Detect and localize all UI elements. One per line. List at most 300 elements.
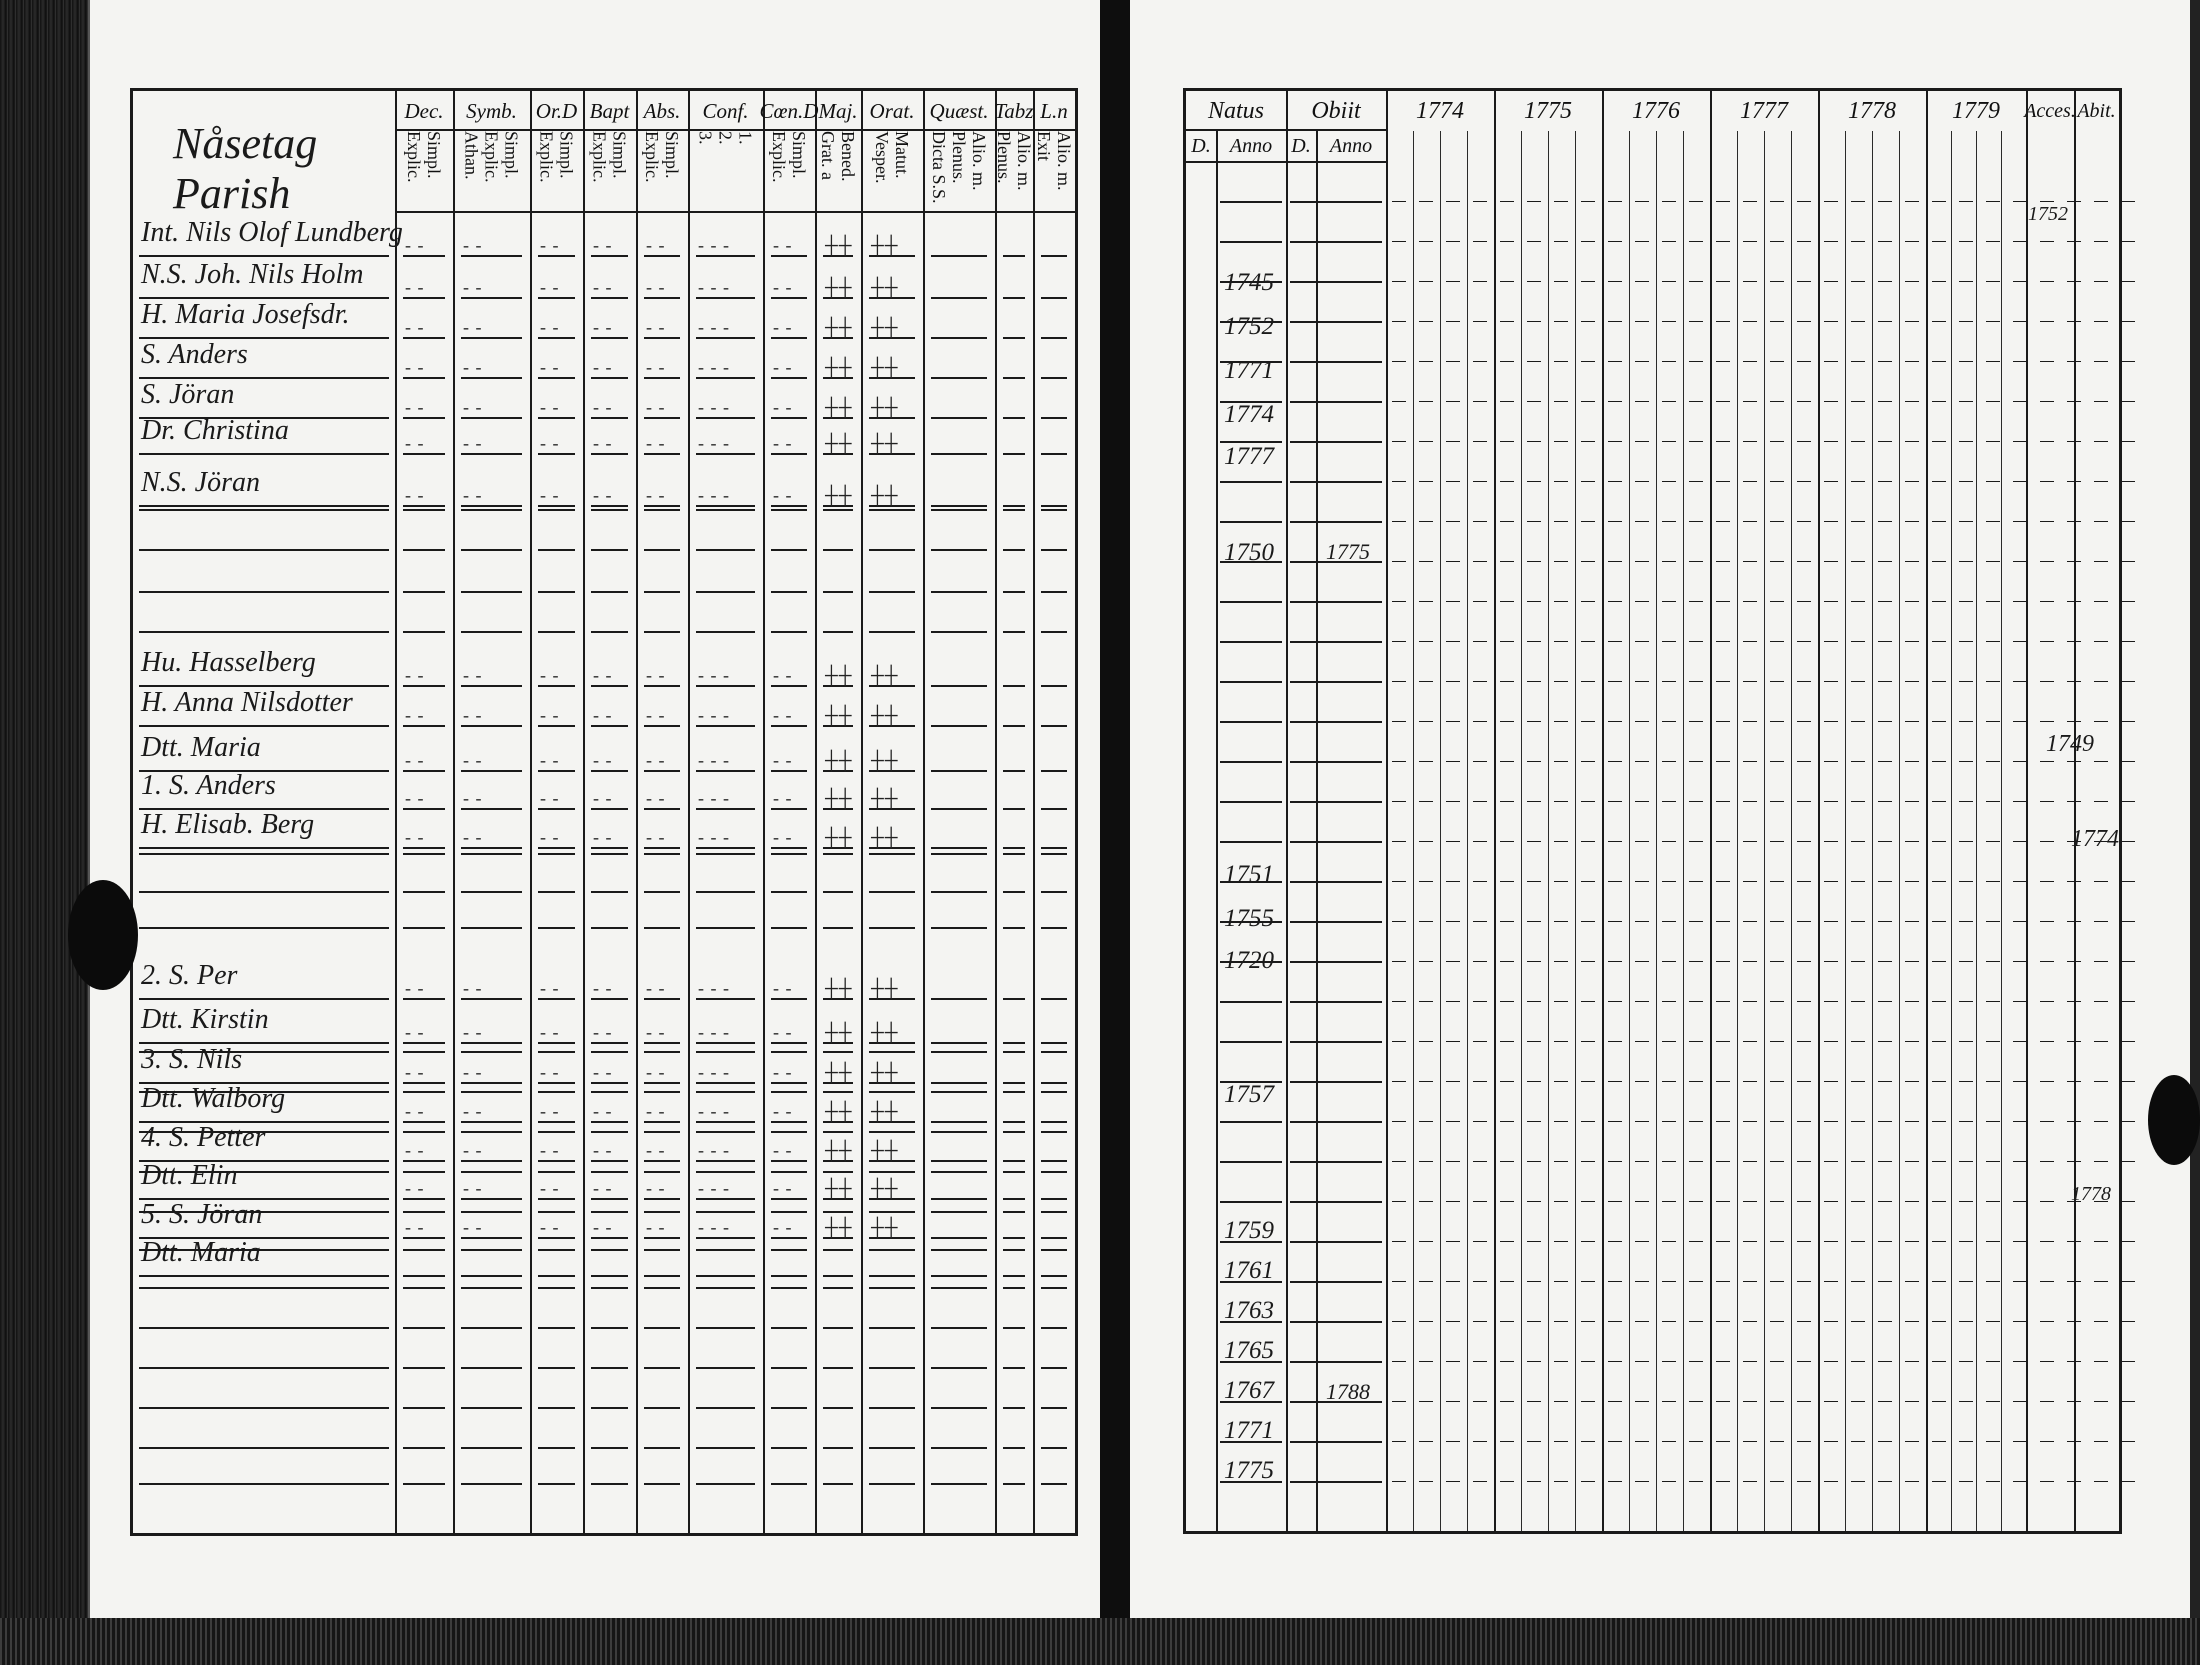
- row-dash: [2013, 921, 2027, 922]
- row-rule: [1220, 1201, 1282, 1203]
- quarter-divider: [2001, 131, 2002, 1531]
- knowledge-mark: ‐ ‐: [540, 705, 560, 725]
- row-dash: [1986, 921, 2000, 922]
- row-dash: [2094, 401, 2108, 402]
- column-subheader: Simpl.: [424, 131, 444, 179]
- blank-row-rule: [869, 1367, 915, 1369]
- row-dash: [1932, 681, 1946, 682]
- row-dash: [1608, 241, 1622, 242]
- quarter-divider: [1629, 131, 1630, 1531]
- row-dash: [1635, 521, 1649, 522]
- row-dash: [1446, 841, 1460, 842]
- knowledge-mark: ‐ ‐: [463, 1062, 483, 1082]
- row-dash: [1527, 321, 1541, 322]
- row-dash: [1473, 641, 1487, 642]
- row-dash: [1662, 401, 1676, 402]
- row-dash: [1608, 1081, 1622, 1082]
- row-dash: [2094, 201, 2108, 202]
- cell-rule: [1003, 685, 1025, 687]
- row-dash: [2094, 1081, 2108, 1082]
- row-dash: [1905, 481, 1919, 482]
- row-dash: [1797, 321, 1811, 322]
- row-dash: [2013, 681, 2027, 682]
- knowledge-mark: ‐ ‐: [646, 788, 666, 808]
- row-dash: [1986, 601, 2000, 602]
- row-dash: [1743, 1041, 1757, 1042]
- row-dash: [2040, 1041, 2054, 1042]
- cell-rule: [1041, 417, 1067, 419]
- row-dash: [1554, 1161, 1568, 1162]
- row-dash: [1608, 401, 1622, 402]
- row-dash: [1473, 721, 1487, 722]
- parishioner-name: Dtt. Elin: [141, 1160, 238, 1191]
- knowledge-mark: ‐ ‐: [463, 433, 483, 453]
- row-dash: [1797, 841, 1811, 842]
- knowledge-mark: ‐ ‐ ‐: [698, 235, 730, 255]
- row-dash: [1716, 1481, 1730, 1482]
- knowledge-mark: ‐ ‐: [405, 397, 425, 417]
- row-dash: [2121, 761, 2135, 762]
- row-dash: [1797, 721, 1811, 722]
- row-dash: [1419, 601, 1433, 602]
- row-dash: [1446, 681, 1460, 682]
- knowledge-mark: ┼┼: [871, 277, 899, 297]
- blank-row-rule: [139, 1211, 389, 1213]
- blank-row-rule: [461, 927, 522, 929]
- column-subheaders: [861, 131, 923, 213]
- blank-row-rule: [461, 1367, 522, 1369]
- row-dash: [1392, 321, 1406, 322]
- blank-row-rule: [869, 1211, 915, 1213]
- row-dash: [1581, 201, 1595, 202]
- row-dash: [1959, 801, 1973, 802]
- blank-row-rule: [461, 853, 522, 855]
- row-dash: [2094, 1161, 2108, 1162]
- row-dash: [1689, 921, 1703, 922]
- birth-year: 1755: [1224, 905, 1274, 932]
- row-dash: [1905, 241, 1919, 242]
- row-dash: [1473, 1041, 1487, 1042]
- row-rule: [1322, 921, 1382, 923]
- knowledge-mark: ‐ ‐ ‐: [698, 277, 730, 297]
- column-subheader: Alio. m.: [969, 131, 989, 191]
- column-subheaders: [583, 131, 636, 213]
- row-rule: [1220, 1241, 1282, 1243]
- parishioner-name: N.S. Joh. Nils Holm: [141, 259, 364, 290]
- row-dash: [1446, 721, 1460, 722]
- row-dash: [1905, 1321, 1919, 1322]
- row-dash: [1392, 601, 1406, 602]
- row-dash: [1878, 601, 1892, 602]
- blank-row-rule: [591, 1131, 628, 1133]
- row-dash: [2040, 1361, 2054, 1362]
- birth-year: 1774: [1224, 401, 1274, 428]
- row-dash: [1581, 961, 1595, 962]
- row-rule: [1322, 401, 1382, 403]
- row-dash: [1662, 641, 1676, 642]
- knowledge-mark: ‐ ‐: [773, 750, 793, 770]
- row-dash: [1878, 761, 1892, 762]
- header-rule: [1186, 129, 1386, 131]
- row-dash: [1473, 201, 1487, 202]
- knowledge-mark: ‐ ‐: [646, 485, 666, 505]
- row-rule: [1220, 1481, 1282, 1483]
- row-dash: [1716, 841, 1730, 842]
- row-dash: [1743, 881, 1757, 882]
- row-dash: [1473, 281, 1487, 282]
- row-dash: [1608, 1121, 1622, 1122]
- row-rule: [1220, 761, 1282, 763]
- row-dash: [1959, 401, 1973, 402]
- row-dash: [1797, 441, 1811, 442]
- parishioner-name: 5. S. Jöran: [141, 1199, 263, 1230]
- cell-rule: [931, 297, 987, 299]
- parishioner-name: Dtt. Walborg: [141, 1083, 286, 1114]
- knowledge-mark: ┼┼: [871, 433, 899, 453]
- row-dash: [1662, 681, 1676, 682]
- row-dash: [1716, 441, 1730, 442]
- row-dash: [1878, 1441, 1892, 1442]
- row-dash: [1824, 601, 1838, 602]
- blank-row-rule: [139, 1287, 389, 1289]
- row-dash: [1581, 1361, 1595, 1362]
- blank-row-rule: [591, 1287, 628, 1289]
- blank-row-rule: [869, 1131, 915, 1133]
- row-dash: [1932, 561, 1946, 562]
- knowledge-mark: ‐ ‐: [593, 1062, 613, 1082]
- row-rule: [1322, 1361, 1382, 1363]
- column-subheader: Alio. m.: [1054, 131, 1074, 191]
- row-dash: [2121, 441, 2135, 442]
- row-dash: [1824, 921, 1838, 922]
- row-dash: [1797, 1241, 1811, 1242]
- cell-rule: [1003, 417, 1025, 419]
- cell-rule: [1041, 297, 1067, 299]
- row-dash: [1446, 801, 1460, 802]
- row-dash: [1770, 1321, 1784, 1322]
- row-dash: [2013, 321, 2027, 322]
- cell-rule: [1003, 337, 1025, 339]
- knowledge-mark: ┼┼: [871, 750, 899, 770]
- row-dash: [1392, 721, 1406, 722]
- blank-row-rule: [931, 891, 987, 893]
- row-dash: [1851, 801, 1865, 802]
- row-dash: [1554, 561, 1568, 562]
- row-dash: [1581, 641, 1595, 642]
- row-dash: [1716, 1121, 1730, 1122]
- knowledge-mark: ‐ ‐: [593, 788, 613, 808]
- row-dash: [2067, 1321, 2081, 1322]
- column-subheader: 2.: [715, 131, 736, 145]
- blank-row-rule: [644, 1407, 680, 1409]
- knowledge-mark: ‐ ‐: [773, 827, 793, 847]
- abiit-year: 1774: [2071, 826, 2119, 852]
- row-dash: [1419, 1441, 1433, 1442]
- row-dash: [2040, 721, 2054, 722]
- knowledge-mark: ‐ ‐: [463, 978, 483, 998]
- blank-row-rule: [823, 1091, 853, 1093]
- row-dash: [1878, 321, 1892, 322]
- row-dash: [1392, 1041, 1406, 1042]
- row-dash: [1500, 561, 1514, 562]
- blank-row-rule: [771, 1091, 807, 1093]
- row-dash: [1473, 481, 1487, 482]
- row-dash: [1986, 1281, 2000, 1282]
- row-dash: [2040, 1281, 2054, 1282]
- row-dash: [1905, 961, 1919, 962]
- row-dash: [1932, 1321, 1946, 1322]
- row-dash: [1743, 1361, 1757, 1362]
- row-dash: [1581, 1201, 1595, 1202]
- column-header: Conf.: [702, 98, 749, 123]
- row-dash: [2121, 1281, 2135, 1282]
- row-dash: [1635, 801, 1649, 802]
- row-dash: [1878, 481, 1892, 482]
- row-dash: [1500, 361, 1514, 362]
- row-dash: [1527, 641, 1541, 642]
- row-dash: [2040, 1401, 2054, 1402]
- blank-row-rule: [869, 1051, 915, 1053]
- row-dash: [1554, 681, 1568, 682]
- row-dash: [1527, 1241, 1541, 1242]
- row-dash: [1689, 201, 1703, 202]
- row-dash: [1500, 1321, 1514, 1322]
- knowledge-mark: ┼┼: [871, 1062, 899, 1082]
- row-dash: [2121, 601, 2135, 602]
- cell-rule: [823, 1275, 853, 1277]
- row-dash: [1905, 441, 1919, 442]
- row-dash: [1419, 1001, 1433, 1002]
- row-dash: [1689, 241, 1703, 242]
- knowledge-mark: ┼┼: [825, 1140, 853, 1160]
- row-dash: [1446, 441, 1460, 442]
- row-dash: [1986, 761, 2000, 762]
- blank-row-rule: [869, 927, 915, 929]
- blank-row-rule: [931, 549, 987, 551]
- row-dash: [1419, 561, 1433, 562]
- knowledge-mark: ┼┼: [825, 705, 853, 725]
- row-dash: [1554, 961, 1568, 962]
- blank-row-rule: [823, 1483, 853, 1485]
- row-dash: [1635, 1121, 1649, 1122]
- quarter-divider: [1683, 131, 1684, 1531]
- row-dash: [1527, 561, 1541, 562]
- blank-row-rule: [696, 1051, 755, 1053]
- row-dash: [1797, 201, 1811, 202]
- column-header: Tabz: [994, 98, 1034, 123]
- row-dash: [1959, 961, 1973, 962]
- row-dash: [1959, 441, 1973, 442]
- row-dash: [2013, 201, 2027, 202]
- blank-row-rule: [538, 1171, 575, 1173]
- row-dash: [1878, 1081, 1892, 1082]
- row-dash: [2121, 881, 2135, 882]
- row-rule: [1220, 521, 1282, 523]
- row-dash: [1419, 201, 1433, 202]
- row-dash: [2121, 1001, 2135, 1002]
- blank-row-rule: [644, 1327, 680, 1329]
- cell-rule: [1041, 1237, 1067, 1239]
- row-dash: [1473, 1161, 1487, 1162]
- row-dash: [2013, 961, 2027, 962]
- row-dash: [1797, 1081, 1811, 1082]
- row-rule: [1220, 1281, 1282, 1283]
- blank-row-rule: [139, 549, 389, 551]
- cell-rule: [931, 1198, 987, 1200]
- row-dash: [2094, 361, 2108, 362]
- blank-row-rule: [644, 1483, 680, 1485]
- row-dash: [1959, 361, 1973, 362]
- column-header: Abs.: [643, 98, 681, 123]
- blank-row-rule: [591, 1483, 628, 1485]
- page-gutter: [1100, 0, 1130, 1665]
- knowledge-mark: ‐ ‐: [773, 1101, 793, 1121]
- row-dash: [1500, 681, 1514, 682]
- row-dash: [2067, 761, 2081, 762]
- blank-row-rule: [591, 591, 628, 593]
- column-subheader: Bened.: [838, 131, 858, 182]
- blank-row-rule: [931, 591, 987, 593]
- row-dash: [1392, 441, 1406, 442]
- row-rule: [1220, 481, 1282, 483]
- column-divider: [995, 91, 997, 1533]
- row-dash: [1716, 1321, 1730, 1322]
- row-dash: [1608, 921, 1622, 922]
- row-dash: [1500, 1041, 1514, 1042]
- row-dash: [1527, 201, 1541, 202]
- row-dash: [2013, 241, 2027, 242]
- row-dash: [1473, 801, 1487, 802]
- knowledge-mark: ‐ ‐: [540, 485, 560, 505]
- row-dash: [1905, 1281, 1919, 1282]
- knowledge-mark: ‐ ‐ ‐: [698, 1140, 730, 1160]
- row-rule: [1220, 1321, 1282, 1323]
- row-dash: [1608, 441, 1622, 442]
- row-dash: [1635, 961, 1649, 962]
- cell-rule: [696, 1275, 755, 1277]
- row-rule: [1220, 1001, 1282, 1003]
- row-dash: [1932, 1441, 1946, 1442]
- row-dash: [1500, 441, 1514, 442]
- column-header: Orat.: [869, 98, 915, 123]
- row-dash: [1500, 1201, 1514, 1202]
- knowledge-mark: ‐ ‐ ‐: [698, 788, 730, 808]
- row-dash: [1851, 761, 1865, 762]
- row-dash: [1878, 641, 1892, 642]
- knowledge-mark: ‐ ‐: [540, 1178, 560, 1198]
- row-dash: [1392, 1161, 1406, 1162]
- row-dash: [1500, 961, 1514, 962]
- row-dash: [1797, 1361, 1811, 1362]
- knowledge-mark: ‐ ‐ ‐: [698, 1062, 730, 1082]
- row-dash: [1581, 1441, 1595, 1442]
- row-dash: [1959, 1081, 1973, 1082]
- row-dash: [2094, 1121, 2108, 1122]
- row-dash: [1419, 961, 1433, 962]
- row-dash: [1905, 1481, 1919, 1482]
- blank-row-rule: [538, 591, 575, 593]
- row-dash: [1608, 1361, 1622, 1362]
- row-dash: [1716, 881, 1730, 882]
- row-dash: [2040, 1201, 2054, 1202]
- knowledge-mark: ‐ ‐: [405, 1022, 425, 1042]
- blank-row-rule: [461, 1287, 522, 1289]
- row-dash: [1419, 401, 1433, 402]
- blank-row-rule: [1041, 1091, 1067, 1093]
- year-header-1775: 1775: [1524, 97, 1572, 124]
- blank-row-rule: [644, 509, 680, 511]
- row-dash: [1662, 1041, 1676, 1042]
- blank-row-rule: [139, 1367, 389, 1369]
- blank-row-rule: [823, 631, 853, 633]
- row-dash: [1689, 1121, 1703, 1122]
- row-dash: [1959, 1441, 1973, 1442]
- row-dash: [1473, 1281, 1487, 1282]
- blank-row-rule: [696, 1091, 755, 1093]
- row-dash: [2067, 681, 2081, 682]
- cell-rule: [931, 1237, 987, 1239]
- row-dash: [1743, 1481, 1757, 1482]
- row-rule: [1220, 1401, 1282, 1403]
- row-dash: [1743, 841, 1757, 842]
- row-dash: [1851, 961, 1865, 962]
- row-dash: [1851, 1481, 1865, 1482]
- row-dash: [1635, 1281, 1649, 1282]
- row-dash: [1554, 1361, 1568, 1362]
- row-dash: [1878, 881, 1892, 882]
- knowledge-mark: ‐ ‐: [463, 397, 483, 417]
- row-dash: [1743, 1081, 1757, 1082]
- blank-row-rule: [538, 1287, 575, 1289]
- row-dash: [2121, 521, 2135, 522]
- row-dash: [2121, 641, 2135, 642]
- row-dash: [1635, 641, 1649, 642]
- cell-rule: [771, 1275, 807, 1277]
- row-dash: [1473, 241, 1487, 242]
- row-dash: [1851, 321, 1865, 322]
- row-dash: [1905, 1041, 1919, 1042]
- row-dash: [1662, 321, 1676, 322]
- knowledge-mark: ┼┼: [871, 1140, 899, 1160]
- row-dash: [1662, 1081, 1676, 1082]
- blank-row-rule: [1041, 1051, 1067, 1053]
- row-dash: [1689, 881, 1703, 882]
- row-rule: [1220, 601, 1282, 603]
- knowledge-mark: ┼┼: [871, 1022, 899, 1042]
- row-dash: [1932, 1281, 1946, 1282]
- row-dash: [1635, 1081, 1649, 1082]
- row-dash: [1689, 481, 1703, 482]
- row-dash: [1932, 1121, 1946, 1122]
- knowledge-mark: ‐ ‐: [773, 665, 793, 685]
- row-dash: [1770, 441, 1784, 442]
- row-dash: [1932, 1041, 1946, 1042]
- row-dash: [1581, 721, 1595, 722]
- knowledge-mark: ‐ ‐ ‐: [698, 750, 730, 770]
- blank-row-rule: [823, 1171, 853, 1173]
- row-dash: [1446, 481, 1460, 482]
- row-dash: [1878, 681, 1892, 682]
- column-divider: [2026, 91, 2028, 1531]
- death-year: 1788: [1326, 1379, 1370, 1404]
- knowledge-mark: ‐ ‐: [773, 788, 793, 808]
- row-dash: [1770, 1041, 1784, 1042]
- row-dash: [1554, 1121, 1568, 1122]
- row-dash: [1932, 321, 1946, 322]
- row-dash: [1554, 1441, 1568, 1442]
- blank-row-rule: [403, 1171, 445, 1173]
- column-divider: [763, 91, 765, 1533]
